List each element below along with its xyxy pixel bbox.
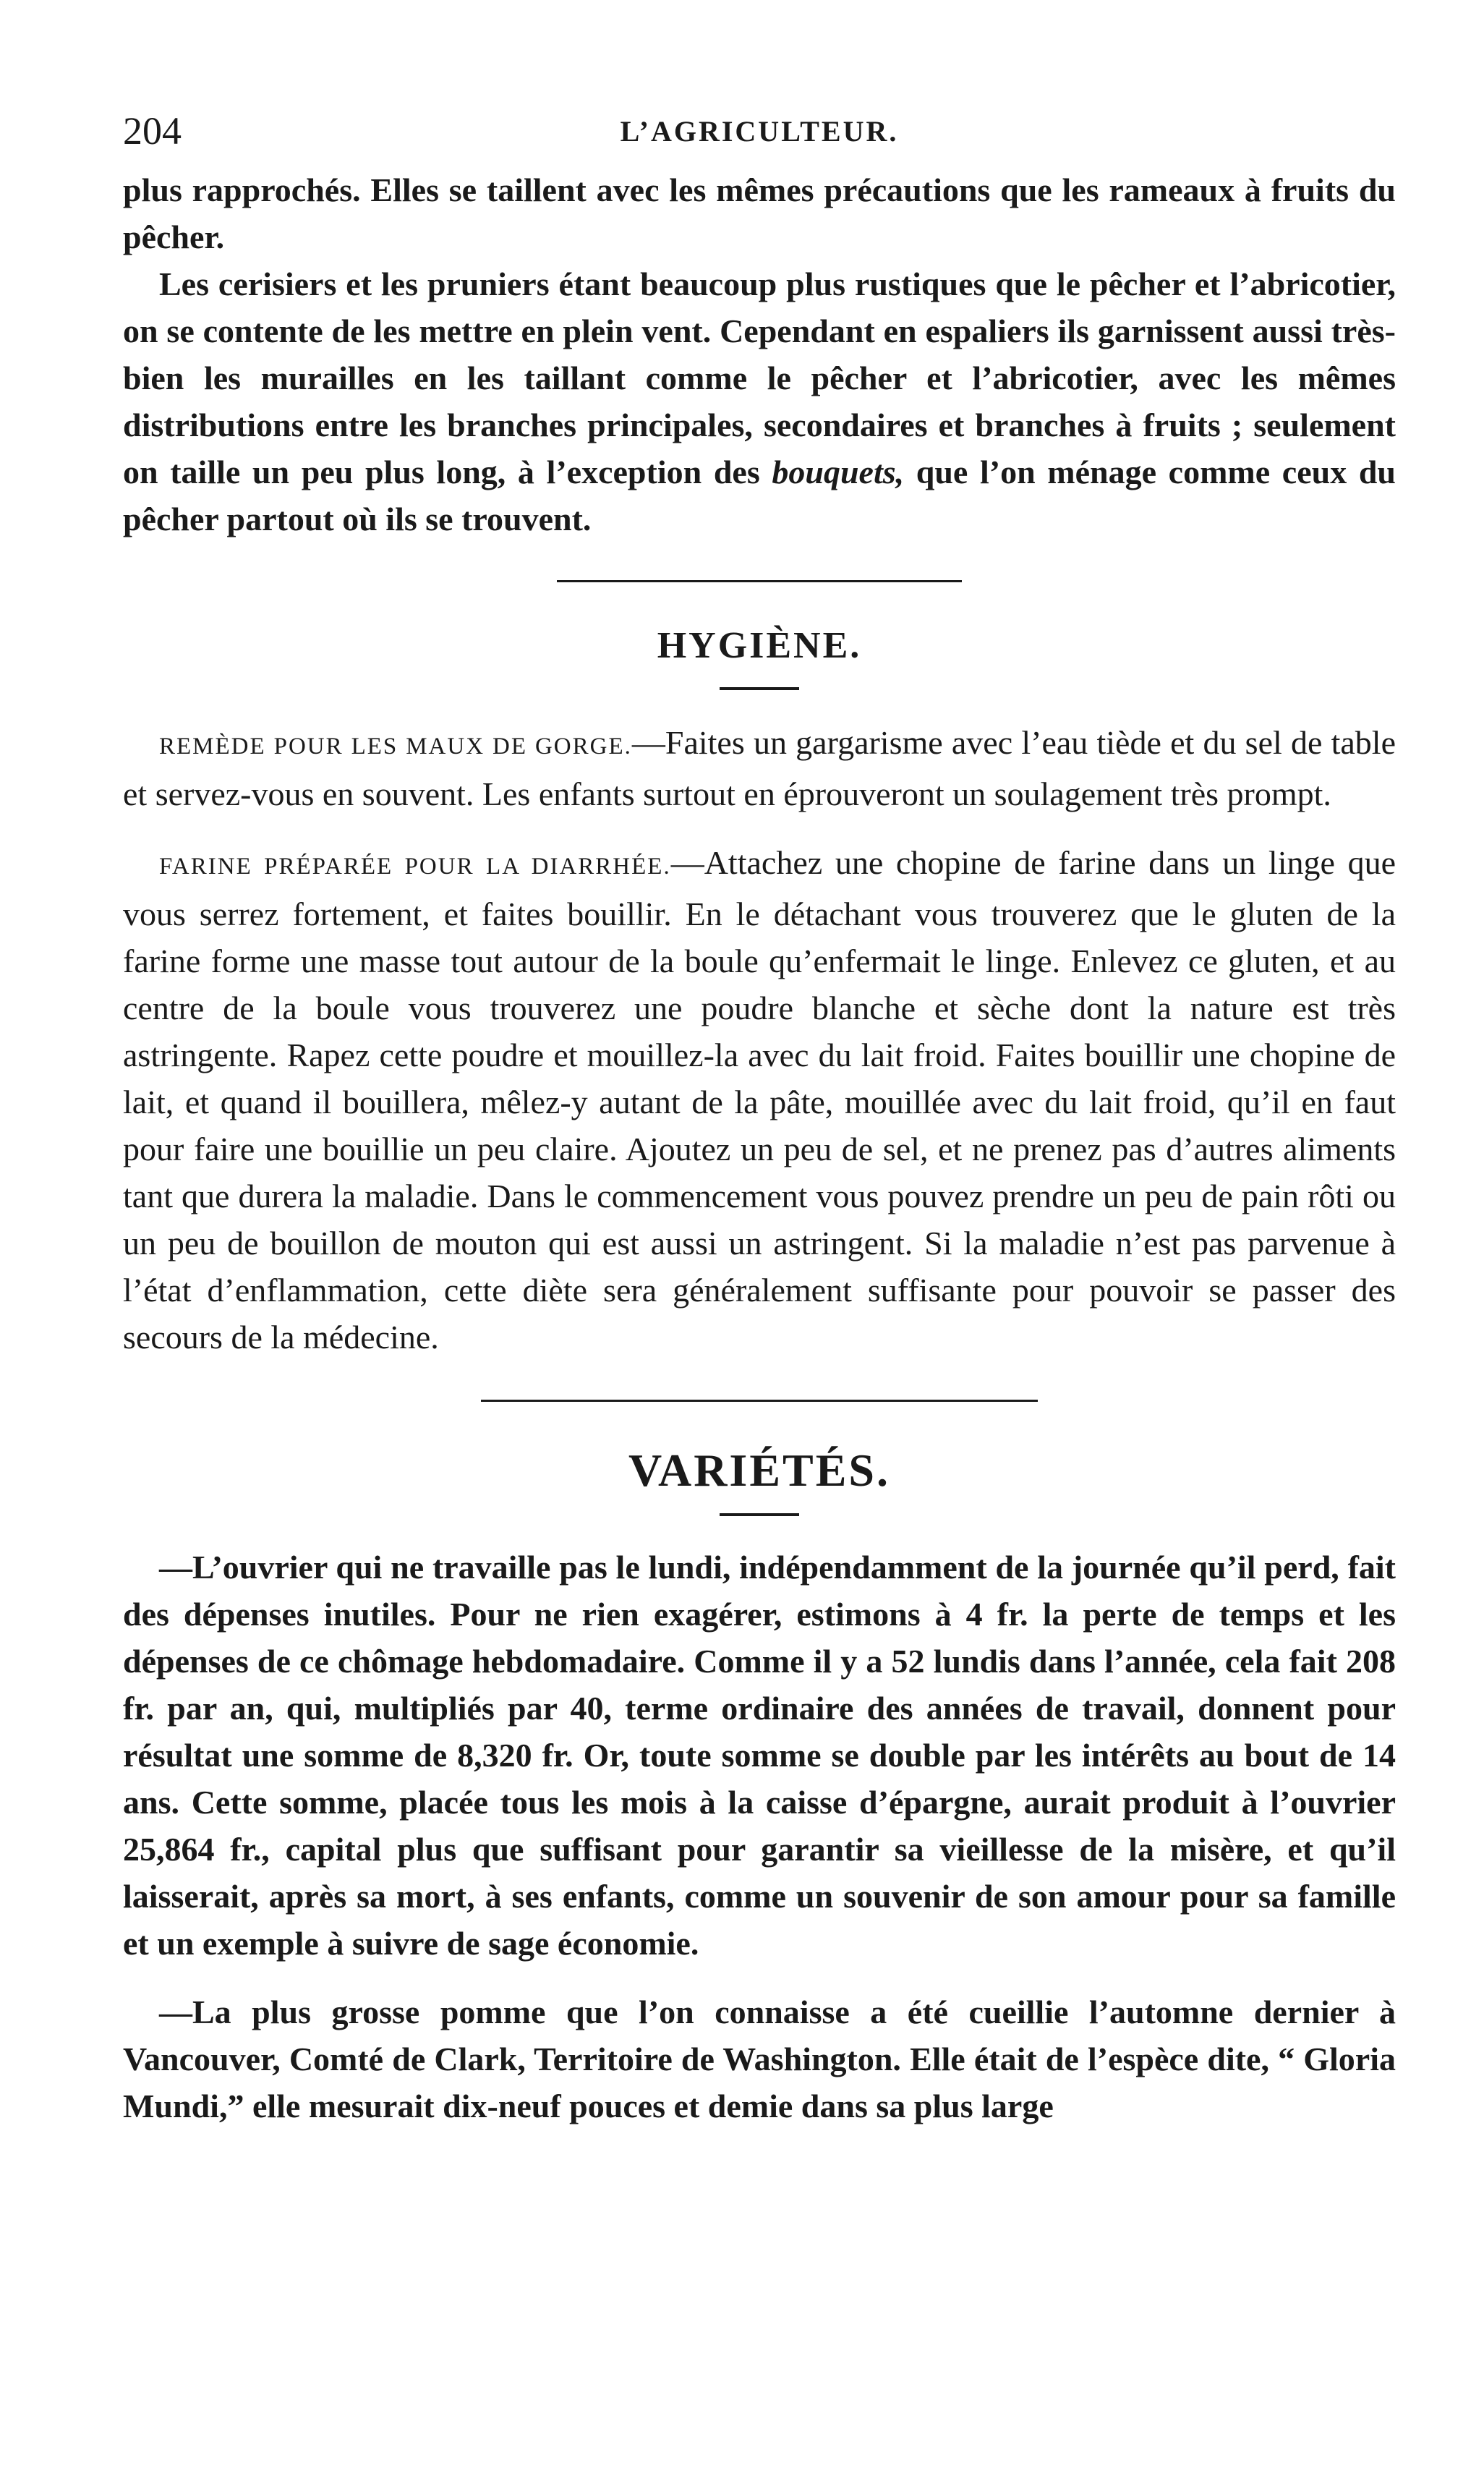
- hygiene-item-gorge: [123, 719, 1396, 817]
- hygiene-item-gorge-text: —Faites un gargarisme avec l’eau tiède et du sel de table et servez-vous en souvent. Les enfants surtout en éprouveront un soulagement très prompt.: [123, 724, 1396, 812]
- page-number: 204: [123, 109, 182, 153]
- intro-paragraph-1: plus rapprochés. Elles se taillent avec les mêmes précautions que les rameaux à fruits du pêcher.: [123, 171, 1396, 255]
- intro-paragraph-2-italic: bouquets,: [772, 454, 905, 490]
- hygiene-item-diarrhee-text: —Attachez une chopine de farine dans un linge que vous serrez fortement, et faites bouillir. En le détachant vous trouverez que le gluten de la farine forme une masse tout autour de la boule qu’enfermait le linge. Enlevez ce gluten, et au centre de la boule vous trouverez une poudre blanche et sèche dont la nature est très astringente. Rapez cette poudre et mouillez-la avec du lait froid. Faites bouillir une chopine de lait, et quand il bouillera, mêlez-y autant de la pâte, mouillée avec du lait froid, qu’il en faut pour faire une bouillie un peu claire. Ajoutez un peu de sel, et ne prenez pas d’autres aliments tant que durera la maladie. Dans le commencement vous pouvez prendre un peu de pain rôti ou un peu de bouillon de mouton qui est aussi un astringent. Si la maladie n’est pas parvenue à l’état d’enflammation, cette diète sera généralement suffisante pour pouvoir se passer des secours de la médecine.: [123, 844, 1396, 1356]
- hygiene-heading: HYGIÈNE.: [657, 625, 862, 666]
- hygiene-item-gorge-title: REMÈDE POUR LES MAUX DE GORGE.: [159, 733, 632, 760]
- intro-paragraph-2-end: que l’on ménage comme ceux du pêcher partout où ils se trouvent.: [123, 454, 1396, 537]
- hygiene-item-diarrhee-title: FARINE PRÉPARÉE POUR LA DIARRHÉE.: [159, 854, 671, 880]
- varietes-heading-rule: [720, 1513, 799, 1516]
- page: [123, 109, 1396, 2130]
- varietes-paragraph-2: —La plus grosse pomme que l’on connaisse a été cueillie l’automne dernier à Vancouver, Comté de Clark, Territoire de Washington. Elle était de l’espèce dite, “ Gloria Mundi,” elle mesurait dix-neuf pouces et demie dans sa plus large: [123, 1994, 1396, 2124]
- intro-paragraph-2: [123, 260, 1396, 543]
- hygiene-item-diarrhee: [123, 839, 1396, 1361]
- section-divider-rule: [557, 580, 962, 582]
- journal-title: L’AGRICULTEUR.: [620, 115, 899, 148]
- varietes-heading: VARIÉTÉS.: [628, 1445, 890, 1496]
- intro-paragraph-2-text: Les cerisiers et les pruniers étant beaucoup plus rustiques que le pêcher et l’abricotier, on se contente de les mettre en plein vent. Cependant en espaliers ils garnissent aussi très-bien les murailles en les taillant comme le pêcher et l’abricotier, avec les mêmes distributions entre les branches principales, secondaires et branches à fruits ; seulement on taille un peu plus long, à l’exception des: [123, 265, 1396, 490]
- section-divider-rule-2: [481, 1400, 1038, 1402]
- varietes-paragraph-1: —L’ouvrier qui ne travaille pas le lundi, indépendamment de la journée qu’il perd, fait des dépenses inutiles. Pour ne rien exagérer, estimons à 4 fr. la perte de temps et les dépenses de ce chômage hebdomadaire. Comme il y a 52 lundis dans l’année, cela fait 208 fr. par an, qui, multipliés par 40, terme ordinaire des années de travail, donnent pour résultat une somme de 8,320 fr. Or, toute somme se double par les intérêts au bout de 14 ans. Cette somme, placée tous les mois à la caisse d’épargne, aurait produit à l’ouvrier 25,864 fr., capital plus que suffisant pour garantir sa vieillesse de la misère, et qu’il laisserait, après sa mort, à ses enfants, comme un souvenir de son amour pour sa famille et un exemple à suivre de sage économie.: [123, 1549, 1396, 1962]
- hygiene-heading-rule: [720, 687, 799, 690]
- running-head: [123, 109, 1396, 166]
